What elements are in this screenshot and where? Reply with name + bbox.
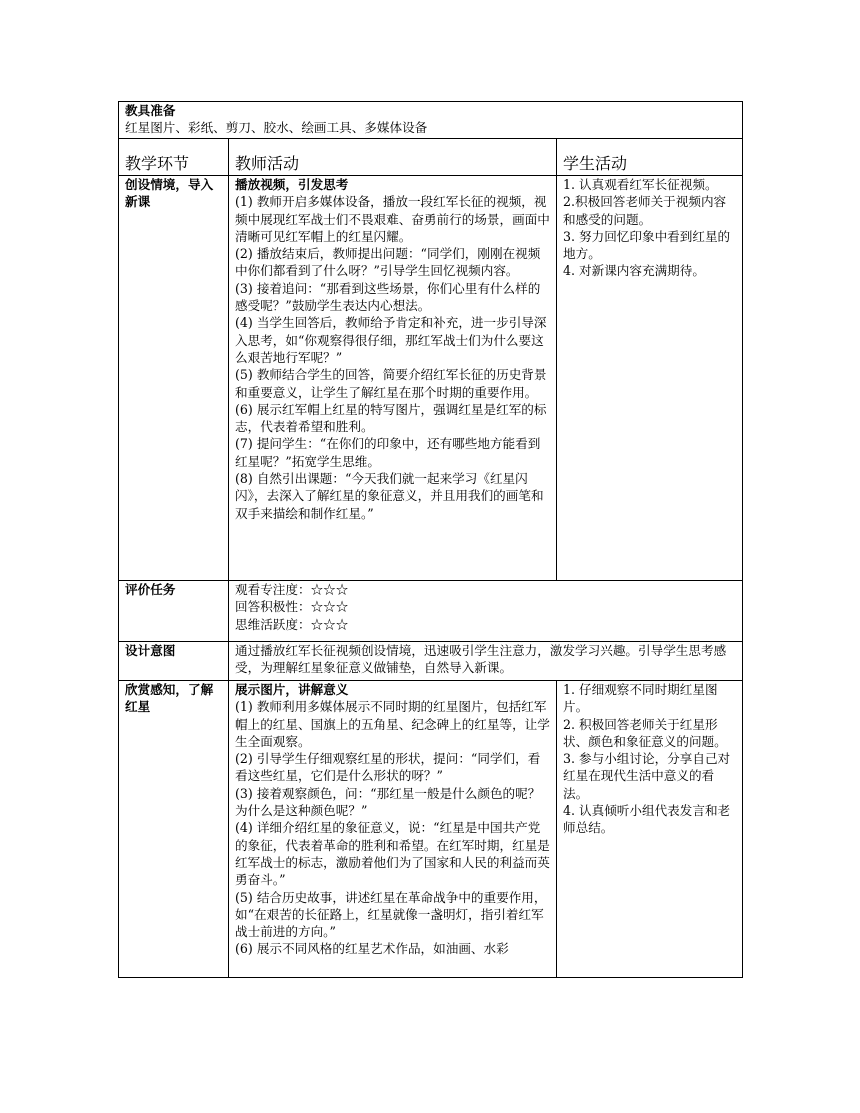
section2-teacher-item: (2) 引导学生仔细观察红星的形状，提问：“同学们，看看这些红星，它们是什么形状的呀？” bbox=[235, 751, 541, 784]
section1-student-item: 1. 认真观看红军长征视频。 bbox=[563, 177, 718, 192]
section1-teacher-item: (5) 教师结合学生的回答，简要介绍红军长征的历史背景和重要意义，让学生了解红星在那个时期的重要作用。 bbox=[235, 367, 547, 400]
evaluation-item: 回答积极性：☆☆☆ bbox=[235, 599, 349, 615]
section2-row bbox=[119, 681, 743, 978]
header-student: 学生活动 bbox=[557, 139, 743, 176]
section2-teacher-item: (4) 详细介绍红星的象征意义，说：“红星是中国共产党的象征，代表着革命的胜利和希望。在红军时期，红星是红军战士的标志，激励着他们为了国家和人民的利益而英勇奋斗。” bbox=[235, 820, 550, 888]
evaluation-cell bbox=[229, 581, 743, 642]
section2-stage: 欣赏感知，了解红星 bbox=[119, 681, 229, 978]
section2-teacher-item: (3) 接着观察颜色，问：“那红星一般是什么颜色的呢？为什么是这种颜色呢？” bbox=[235, 785, 541, 819]
section2-teacher-item: (1) 教师利用多媒体展示不同时期的红星图片，包括红军帽上的红星、国旗上的五角星、纪念碑上的红星等，让学生全面观察。 bbox=[235, 699, 550, 749]
evaluation-row bbox=[119, 581, 743, 642]
evaluation-label: 评价任务 bbox=[119, 581, 229, 642]
prep-content: 红星图片、彩纸、剪刀、胶水、绘画工具、多媒体设备 bbox=[125, 120, 428, 136]
section1-student-cell bbox=[557, 176, 743, 581]
section2-teacher-cell bbox=[229, 681, 557, 978]
section1-teacher-item: (1) 教师开启多媒体设备，播放一段红军长征的视频，视频中展现红军战士们不畏艰难、奋勇前行的场景，画面中清晰可见红军帽上的红星闪耀。 bbox=[235, 194, 550, 244]
lesson-plan-table bbox=[118, 101, 743, 978]
section1-teacher-item: (4) 当学生回答后，教师给予肯定和补充，进一步引导深入思考，如“你观察得很仔细，那红军战士们为什么要这么艰苦地行军呢？” bbox=[235, 315, 547, 365]
section2-student-item: 4. 认真倾听小组代表发言和老师总结。 bbox=[563, 803, 731, 836]
evaluation-item: 观看专注度：☆☆☆ bbox=[235, 582, 349, 597]
header-row bbox=[119, 139, 743, 176]
header-stage: 教学环节 bbox=[119, 139, 229, 176]
section2-teacher-item: (6) 展示不同风格的红星艺术作品，如油画、水彩 bbox=[235, 941, 509, 957]
section1-student-item: 2.积极回答老师关于视频内容和感受的问题。 bbox=[563, 194, 727, 227]
prep-row bbox=[119, 102, 743, 139]
section1-teacher-item: (6) 展示红军帽上红星的特写图片，强调红星是红军的标志，代表着希望和胜利。 bbox=[235, 401, 547, 435]
section1-student-item: 3. 努力回忆印象中看到红星的地方。 bbox=[563, 228, 731, 262]
section1-teacher-item: (8) 自然引出课题：“今天我们就一起来学习《红星闪闪》，去深入了解红星的象征意义，并且用我们的画笔和双手来描绘和制作红星。” bbox=[235, 471, 544, 521]
section1-teacher-item: (2) 播放结束后，教师提出问题：“同学们，刚刚在视频中你们都看到了什么呀？”引导学生回忆视频内容。 bbox=[235, 246, 541, 279]
section2-student-cell bbox=[557, 681, 743, 978]
section2-student-item: 1. 仔细观察不同时期红星图片。 bbox=[563, 682, 718, 715]
section1-stage: 创设情境，导入新课 bbox=[119, 176, 229, 581]
section2-student-item: 3. 参与小组讨论，分享自己对红星在现代生活中意义的看法。 bbox=[563, 751, 731, 801]
header-teacher: 教师活动 bbox=[229, 139, 557, 176]
section1-teacher-item: (3) 接着追问：“那看到这些场景，你们心里有什么样的感受呢？”鼓励学生表达内心想法。 bbox=[235, 280, 541, 314]
evaluation-item: 思维活跃度：☆☆☆ bbox=[235, 616, 349, 632]
intent-label: 设计意图 bbox=[119, 642, 229, 681]
section2-student-item: 2. 积极回答老师关于红星形状、颜色和象征意义的问题。 bbox=[563, 716, 727, 749]
section1-teacher-item: (7) 提问学生：“在你们的印象中，还有哪些地方能看到红星呢？”拓宽学生思维。 bbox=[235, 436, 541, 469]
intent-content: 通过播放红军长征视频创设情境，迅速吸引学生注意力，激发学习兴趣。引导学生思考感受，为理解红星象征意义做铺垫，自然导入新课。 bbox=[229, 642, 743, 681]
section1-row bbox=[119, 176, 743, 581]
prep-cell bbox=[119, 102, 743, 139]
section1-teacher-title: 播放视频，引发思考 bbox=[235, 177, 349, 192]
section1-student-item: 4. 对新课内容充满期待。 bbox=[563, 263, 705, 279]
section2-teacher-item: (5) 结合历史故事，讲述红星在革命战争中的重要作用，如“在艰苦的长征路上，红星就像一盏明灯，指引着红军战士前进的方向。” bbox=[235, 889, 547, 940]
intent-row bbox=[119, 642, 743, 681]
section1-teacher-cell bbox=[229, 176, 557, 581]
prep-title: 教具准备 bbox=[125, 103, 176, 118]
section2-teacher-title: 展示图片，讲解意义 bbox=[235, 682, 349, 697]
